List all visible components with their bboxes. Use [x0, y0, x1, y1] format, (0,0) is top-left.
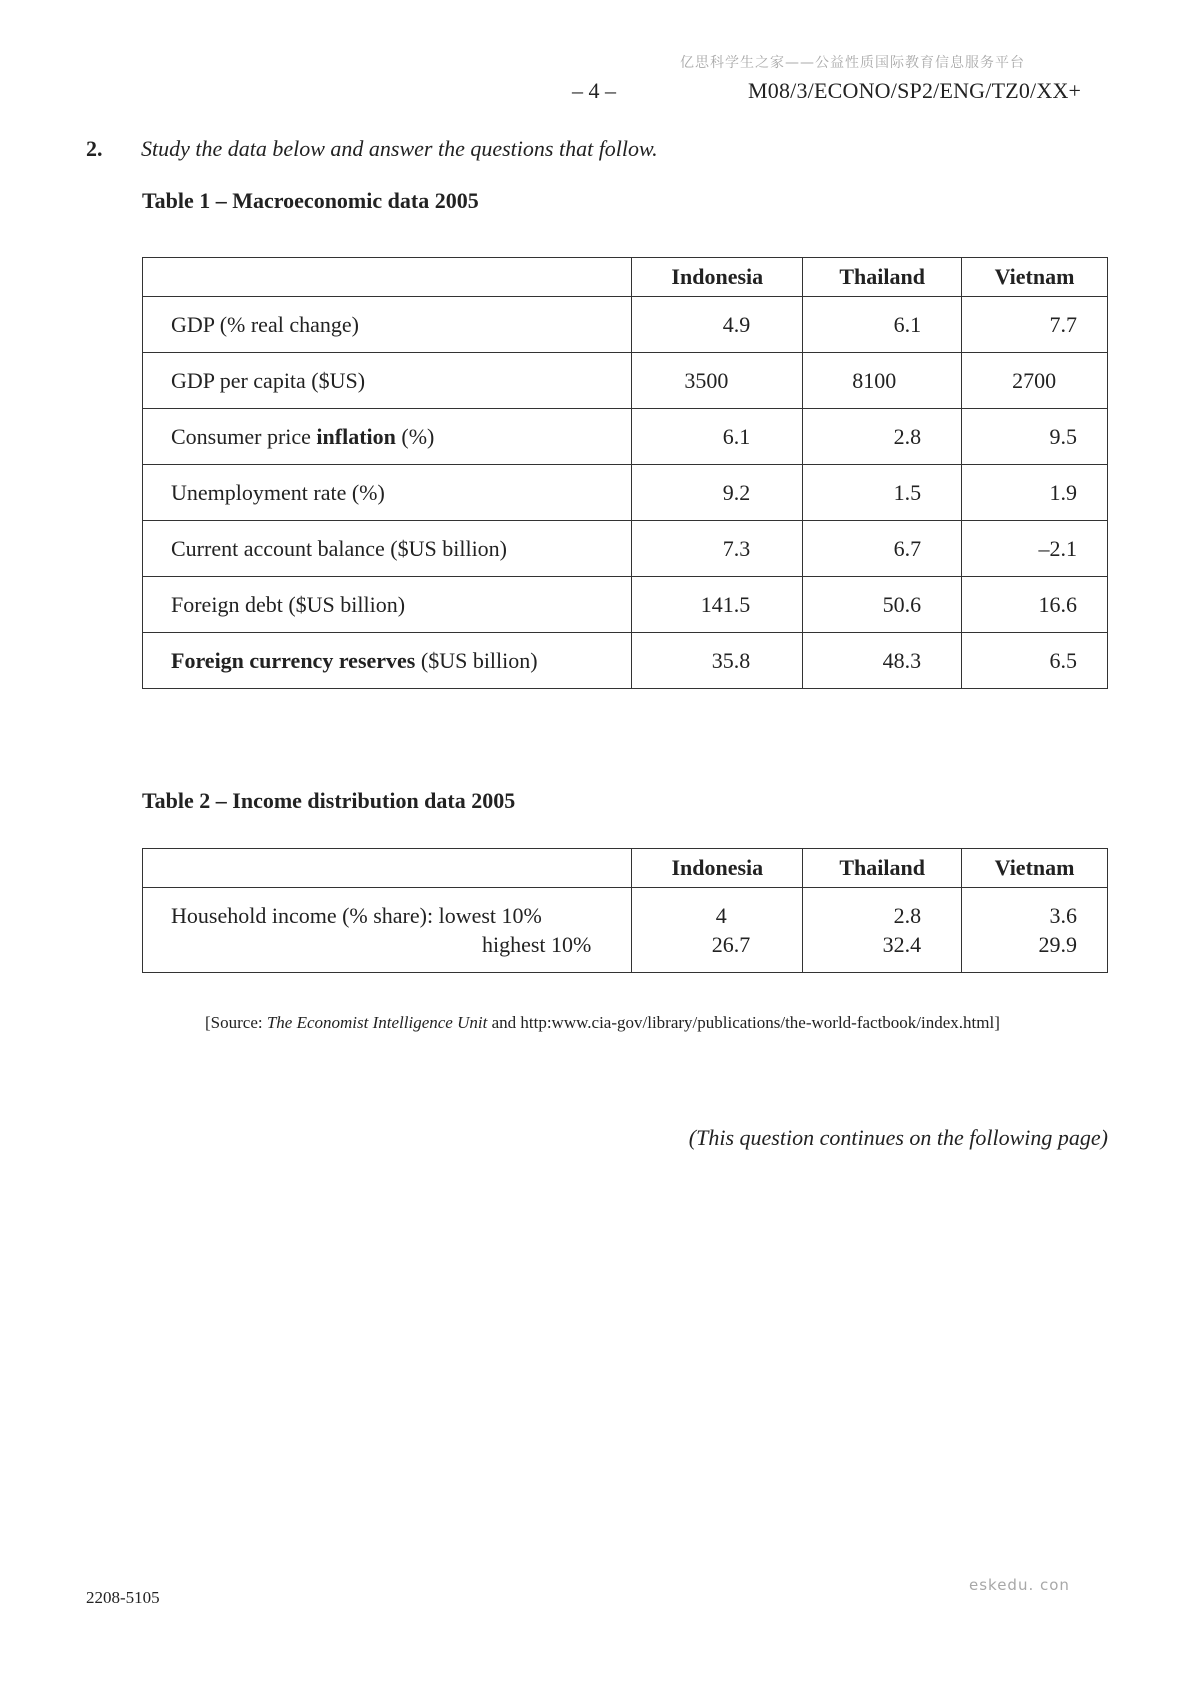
table-row [143, 633, 1108, 689]
indonesia-value: 4.9 [632, 297, 803, 353]
watermark-top: 亿思科学生之家——公益性质国际教育信息服务平台 [680, 55, 1025, 71]
column-header-indonesia: Indonesia [632, 258, 803, 297]
thailand-value: 50.6 [803, 577, 962, 633]
vietnam-values [962, 888, 1108, 973]
footer-code: 2208-5105 [86, 1588, 160, 1607]
vietnam-value: –2.1 [962, 521, 1108, 577]
thailand-value: 2.8 [803, 409, 962, 465]
row-label: Consumer price inflation (%) [143, 409, 632, 465]
indonesia-value: 7.3 [632, 521, 803, 577]
table1-header-row [143, 258, 1108, 297]
table2-corner-cell [143, 849, 632, 888]
table1-title: Table 1 – Macroeconomic data 2005 [142, 188, 479, 213]
row-label: GDP per capita ($US) [143, 353, 632, 409]
document-code: M08/3/ECONO/SP2/ENG/TZ0/XX+ [748, 78, 1082, 103]
column-header-thailand: Thailand [803, 258, 962, 297]
row-label [143, 888, 632, 973]
table-row [143, 409, 1108, 465]
table-row [143, 521, 1108, 577]
vietnam-lowest: 3.6 [1049, 903, 1077, 928]
table2-header-row [143, 849, 1108, 888]
thailand-value: 6.1 [803, 297, 962, 353]
thailand-value: 8100 [803, 353, 962, 409]
table-row [143, 353, 1108, 409]
row-label-lowest: Household income (% share): lowest 10% [171, 903, 542, 928]
row-label-highest: highest 10% [481, 932, 592, 957]
thailand-value: 1.5 [803, 465, 962, 521]
indonesia-value: 6.1 [632, 409, 803, 465]
vietnam-value: 7.7 [962, 297, 1108, 353]
indonesia-lowest: 4 [715, 903, 727, 928]
row-label: Foreign debt ($US billion) [143, 577, 632, 633]
column-header-thailand: Thailand [803, 849, 962, 888]
vietnam-value: 16.6 [962, 577, 1108, 633]
row-label: GDP (% real change) [143, 297, 632, 353]
vietnam-value: 6.5 [962, 633, 1108, 689]
table-row [143, 465, 1108, 521]
thailand-value: 48.3 [803, 633, 962, 689]
vietnam-value: 2700 [962, 353, 1108, 409]
thailand-lowest: 2.8 [893, 903, 922, 928]
indonesia-value: 9.2 [632, 465, 803, 521]
source-citation: [Source: The Economist Intelligence Unit and http:www.cia-gov/library/publications/the-world-factbook/index.html] [205, 1013, 1000, 1032]
vietnam-highest: 29.9 [1038, 932, 1077, 957]
table-row [143, 577, 1108, 633]
thailand-values [803, 888, 962, 973]
table2-title: Table 2 – Income distribution data 2005 [142, 788, 516, 813]
column-header-vietnam: Vietnam [962, 258, 1108, 297]
watermark-bottom: eskedu. con [969, 1576, 1070, 1594]
column-header-indonesia: Indonesia [632, 849, 803, 888]
thailand-value: 6.7 [803, 521, 962, 577]
macroeconomic-data-table [142, 257, 1108, 689]
question-number: 2. [86, 136, 103, 161]
indonesia-value: 35.8 [632, 633, 803, 689]
indonesia-value: 3500 [632, 353, 803, 409]
table1-corner-cell [143, 258, 632, 297]
row-label: Unemployment rate (%) [143, 465, 632, 521]
table-row [143, 297, 1108, 353]
indonesia-values [632, 888, 803, 973]
vietnam-value: 1.9 [962, 465, 1108, 521]
question-instruction: Study the data below and answer the questions that follow. [141, 136, 658, 161]
vietnam-value: 9.5 [962, 409, 1108, 465]
row-label: Current account balance ($US billion) [143, 521, 632, 577]
row-label: Foreign currency reserves ($US billion) [143, 633, 632, 689]
table-row [143, 888, 1108, 973]
thailand-highest: 32.4 [882, 932, 922, 957]
page-number: – 4 – [572, 78, 616, 103]
continues-note: (This question continues on the following page) [688, 1125, 1108, 1150]
income-distribution-table [142, 848, 1108, 973]
column-header-vietnam: Vietnam [962, 849, 1108, 888]
indonesia-value: 141.5 [632, 577, 803, 633]
indonesia-highest: 26.7 [711, 932, 751, 957]
